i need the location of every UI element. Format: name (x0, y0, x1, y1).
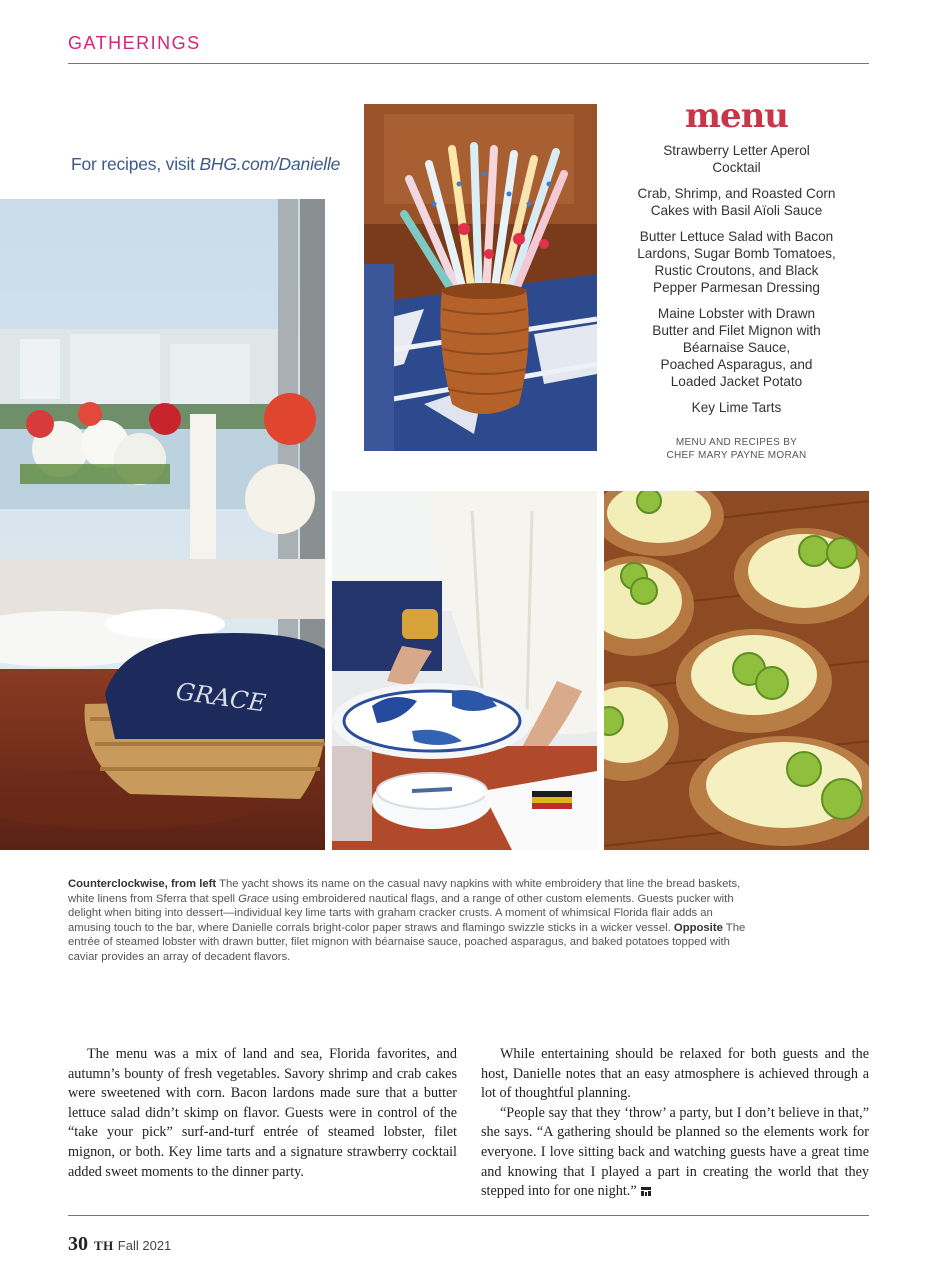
issue-date: Fall 2021 (117, 1238, 172, 1253)
menu-title: menu (684, 96, 789, 136)
body-paragraph (481, 1104, 869, 1202)
body-column-left (68, 1045, 457, 1182)
folio (68, 1233, 171, 1256)
caption-lead-label: Counterclockwise, from left (68, 878, 217, 890)
caption-text: The entrée of steamed lobster with drawn butter, filet mignon with béarnaise sauce, poached asparagus, and baked potatoes topped with caviar provides an array of decadent flavors. (68, 921, 746, 963)
magazine-name: TH (94, 1238, 114, 1253)
body-paragraph: While entertaining should be relaxed for both guests and the host, Danielle notes that an easy atmosphere is achieved through a lot of thoughtful planning. (481, 1046, 869, 1102)
section-label: GATHERINGS (68, 33, 201, 53)
straws-photo (364, 104, 597, 451)
bottom-divider (68, 1215, 869, 1216)
caption-italic: Grace (238, 892, 269, 905)
menu-block (604, 96, 869, 462)
napkin-embroidery: GRACE (174, 677, 268, 718)
caption-text: using embroidered nautical flags, and a range of other custom elements. Guests pucker with delight when biting into dessert—individual key lime tarts with graham cracker crusts. A moment of whimsical Florida flair adds an amusing touch to the bar, where Danielle corrals bright-color paper straws and flamingo swizzle sticks in a wicker vessel. (68, 892, 734, 934)
body-paragraph: The menu was a mix of land and sea, Florida favorites, and autumn’s bounty of fresh vegetables. Savory shrimp and crab cakes were sweetened with corn. Bacon lardons made sure that a butter lettuce salad didn’t skimp on flavor. Guests were in control of the “take your pick” surf-and-turf entrée of steamed lobster, filet mignon, or both. Key lime tarts and a signature strawberry cocktail added sweet moments to the dinner party. (68, 1046, 457, 1180)
menu-item: Maine Lobster with Drawn Butter and Filet Mignon with Béarnaise Sauce, Poached Asparagus, and Loaded Jacket Potato (652, 306, 821, 389)
menu-item: Butter Lettuce Salad with Bacon Lardons, Sugar Bomb Tomatoes, Rustic Croutons, and Black Pepper Parmesan Dressing (637, 229, 836, 295)
recipes-note (71, 154, 340, 175)
recipes-url-link[interactable]: BHG.com/Danielle (199, 154, 341, 174)
photo-caption (68, 877, 754, 965)
plates-photo (332, 491, 597, 850)
top-divider (68, 63, 869, 64)
end-mark-icon (641, 1187, 651, 1196)
body-paragraph-text: “People say that they ‘throw’ a party, but I don’t believe in that,” she says. “A gathering should be planned so the elements work for everyone. I love sitting back and watching guests have a great time and knowing that I played a part in creating the world that they stepped into for one night.” (481, 1104, 869, 1200)
page-number: 30 (68, 1233, 88, 1255)
recipes-prefix: For recipes, visit (71, 154, 200, 174)
menu-item: Crab, Shrimp, and Roasted Corn Cakes with Basil Aïoli Sauce (637, 186, 836, 218)
yacht-table-photo (0, 199, 325, 850)
key-lime-tarts-photo (604, 491, 869, 850)
caption-text: The yacht shows its name on the casual navy napkins with white embroidery that line the bread baskets, white linens from Sferra that spell (68, 878, 741, 905)
menu-item: Strawberry Letter Aperol Cocktail (663, 143, 810, 175)
menu-list (604, 142, 869, 416)
caption-opposite-label: Opposite (673, 921, 723, 934)
menu-item: Key Lime Tarts (691, 400, 782, 415)
menu-credit: MENU AND RECIPES BY CHEF MARY PAYNE MORAN (666, 437, 807, 461)
body-column-right (481, 1045, 869, 1202)
